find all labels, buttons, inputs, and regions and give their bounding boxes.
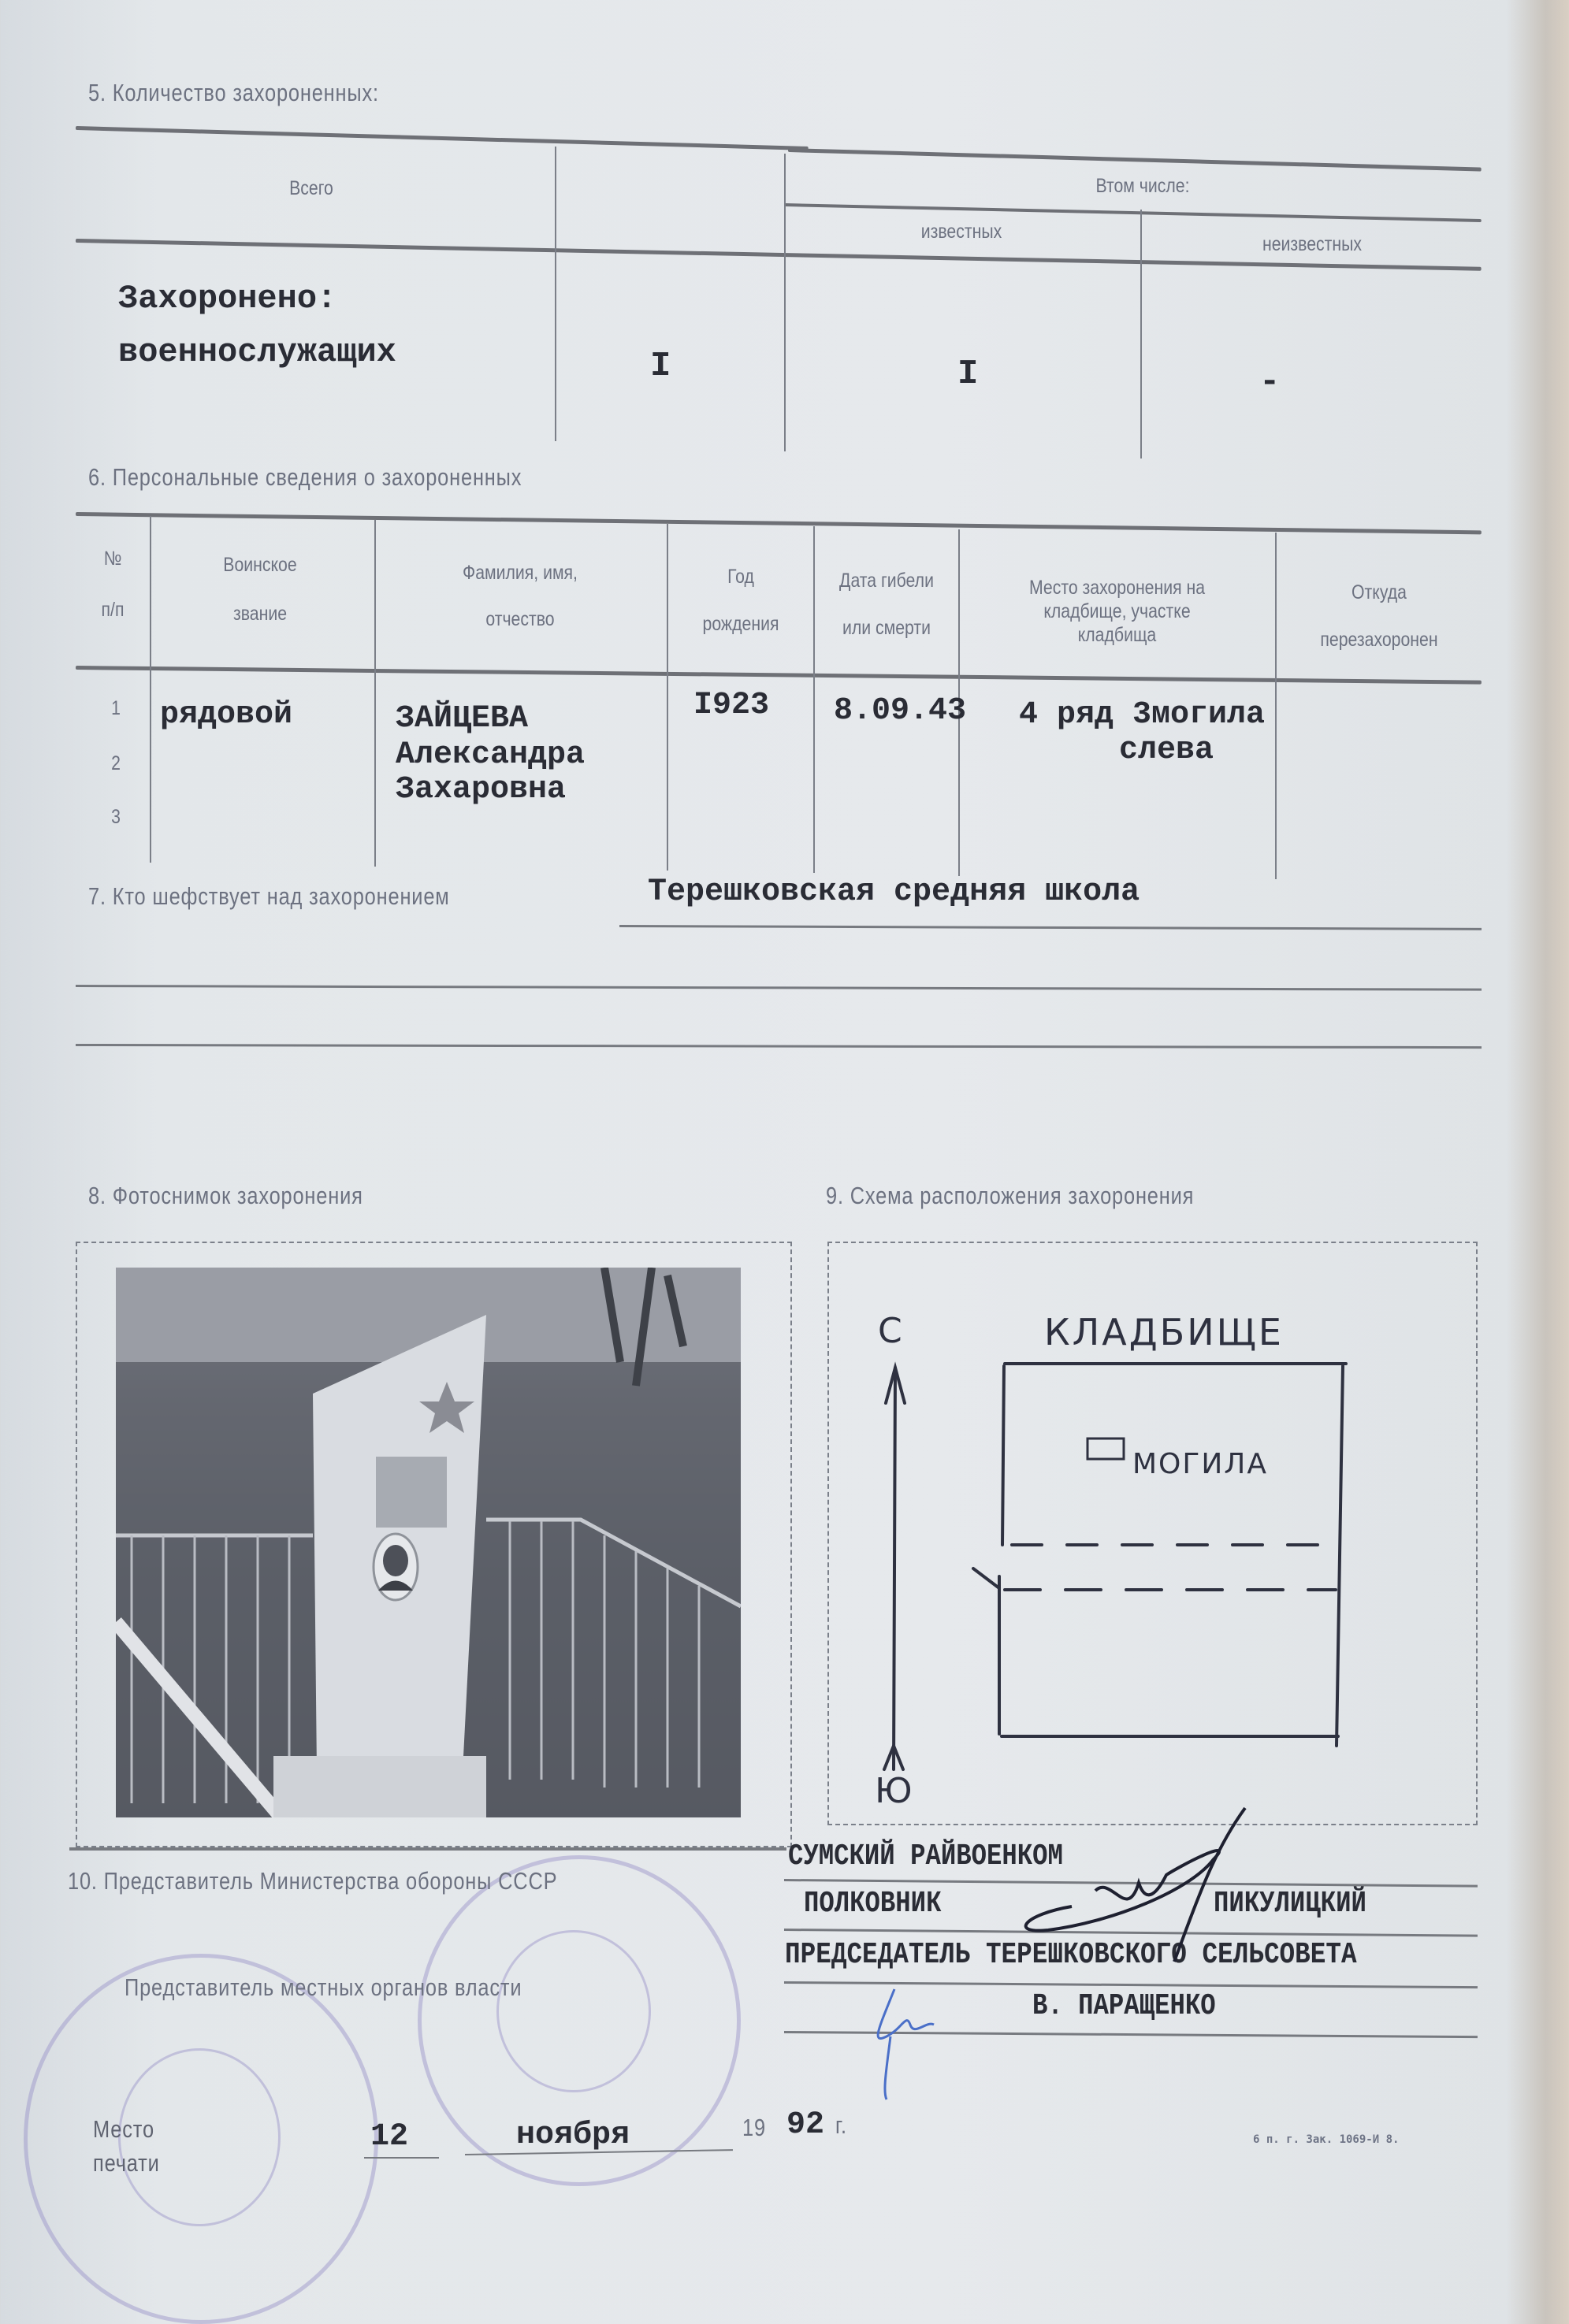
- local-representative-label: Представитель местных органов власти: [125, 1973, 522, 2001]
- col-place-header-2: кладбище, участке: [1043, 600, 1191, 622]
- grave-label: МОГИЛА: [1132, 1448, 1268, 1480]
- seal-place-label-2: печати: [93, 2149, 160, 2177]
- col-rank-header-1: Воинское: [223, 554, 297, 576]
- mo-representative-label: 10. Представитель Министерства обороны СССР: [68, 1867, 558, 1895]
- round-seal-right-inner: [496, 1930, 651, 2092]
- col-place-header-1: Место захоронения на: [1028, 577, 1206, 599]
- col-death-header-1: Дата гибели: [839, 570, 934, 592]
- mo-line-2-name: ПИКУЛИЦКИЙ: [1214, 1887, 1366, 1921]
- grave-photo: [116, 1268, 741, 1817]
- col-place-header-3: кладбища: [1077, 624, 1157, 646]
- col-birth-header-2: рождения: [702, 613, 779, 635]
- row-label-servicemen: военнослужащих: [118, 333, 396, 371]
- col-death-header-2: или смерти: [842, 617, 931, 639]
- patron-line-3: [76, 1044, 1482, 1049]
- col-unknown-header: неизвестных: [1262, 233, 1363, 255]
- col-birth-header-1: Год: [727, 566, 754, 588]
- patron-line-2: [76, 985, 1482, 991]
- section6-heading: 6. Персональные сведения о захороненных: [88, 463, 522, 491]
- col-number-header-2: п/п: [101, 599, 125, 621]
- signature-pikulitsky-icon: [977, 1804, 1292, 1969]
- mo-line-1: СУМСКИЙ РАЙВОЕНКОМ: [788, 1840, 1063, 1873]
- col-known-header: известных: [920, 221, 1002, 243]
- date-day-underline: [364, 2157, 439, 2159]
- location-scheme: [827, 1242, 1474, 1822]
- unknown-count: -: [1259, 362, 1281, 402]
- date-year: 92: [786, 2107, 825, 2143]
- record-death-date: 8.09.43: [834, 693, 967, 729]
- print-mark: 6 п. г. Зак. 1069-И 8.: [1253, 2133, 1400, 2146]
- local-line-1: ПРЕДСЕДАТЕЛЬ ТЕРЕШКОВСКОГО СЕЛЬСОВЕТА: [785, 1938, 1357, 1972]
- section7-label: 7. Кто шефствует над захоронением: [88, 882, 450, 910]
- row-number-2: 2: [111, 752, 121, 774]
- col-from-header-2: перезахоронен: [1320, 629, 1438, 651]
- section9-heading: 9. Схема расположения захоронения: [826, 1182, 1195, 1209]
- record-surname: ЗАЙЦЕВА: [396, 701, 529, 737]
- record-birth-year: I923: [693, 688, 770, 723]
- col-total-header: Всего: [289, 177, 333, 199]
- section8-heading: 8. Фотоснимок захоронения: [88, 1182, 363, 1209]
- total-count: I: [650, 347, 671, 386]
- row-label-buried: Захоронено:: [118, 280, 337, 317]
- row-number-1: 1: [111, 697, 121, 719]
- seal-place-label-1: Место: [93, 2115, 154, 2143]
- date-century: 19: [742, 2114, 766, 2141]
- col-including-header: Втом числе:: [1095, 175, 1190, 197]
- col-number-header-1: №: [103, 548, 122, 570]
- signature-parashchenko-icon: [863, 1981, 957, 2107]
- date-day: 12: [370, 2119, 409, 2155]
- record-place-line2: слева: [1119, 733, 1214, 768]
- mo-line-2-rank: ПОЛКОВНИК: [804, 1887, 942, 1921]
- monument-photo-icon: [116, 1268, 741, 1817]
- col-name-header-1: Фамилия, имя,: [463, 562, 578, 584]
- col-rank-header-2: звание: [232, 603, 288, 625]
- known-count: I: [957, 355, 979, 394]
- record-patronymic: Захаровна: [396, 772, 567, 807]
- divider-line: [69, 1847, 786, 1851]
- col-name-header-2: отчество: [485, 608, 555, 630]
- patron-value: Терешковская средняя школа: [648, 874, 1140, 910]
- patron-underline: [619, 925, 1482, 930]
- record-first-name: Александра: [396, 737, 586, 773]
- south-label: Ю: [875, 1771, 913, 1811]
- cemetery-label: КЛАДБИЩЕ: [1044, 1311, 1284, 1353]
- local-line-2: В. ПАРАЩЕНКО: [1032, 1989, 1216, 2023]
- record-place-line1: 4 ряд 3могила: [1019, 697, 1266, 733]
- section5-heading: 5. Количество захороненных:: [88, 79, 379, 106]
- date-suffix: г.: [835, 2111, 847, 2139]
- date-month: ноября: [516, 2118, 630, 2153]
- record-rank: рядовой: [160, 697, 293, 733]
- north-label: С: [878, 1311, 902, 1351]
- col-from-header-1: Откуда: [1351, 581, 1407, 603]
- row-number-3: 3: [111, 806, 121, 828]
